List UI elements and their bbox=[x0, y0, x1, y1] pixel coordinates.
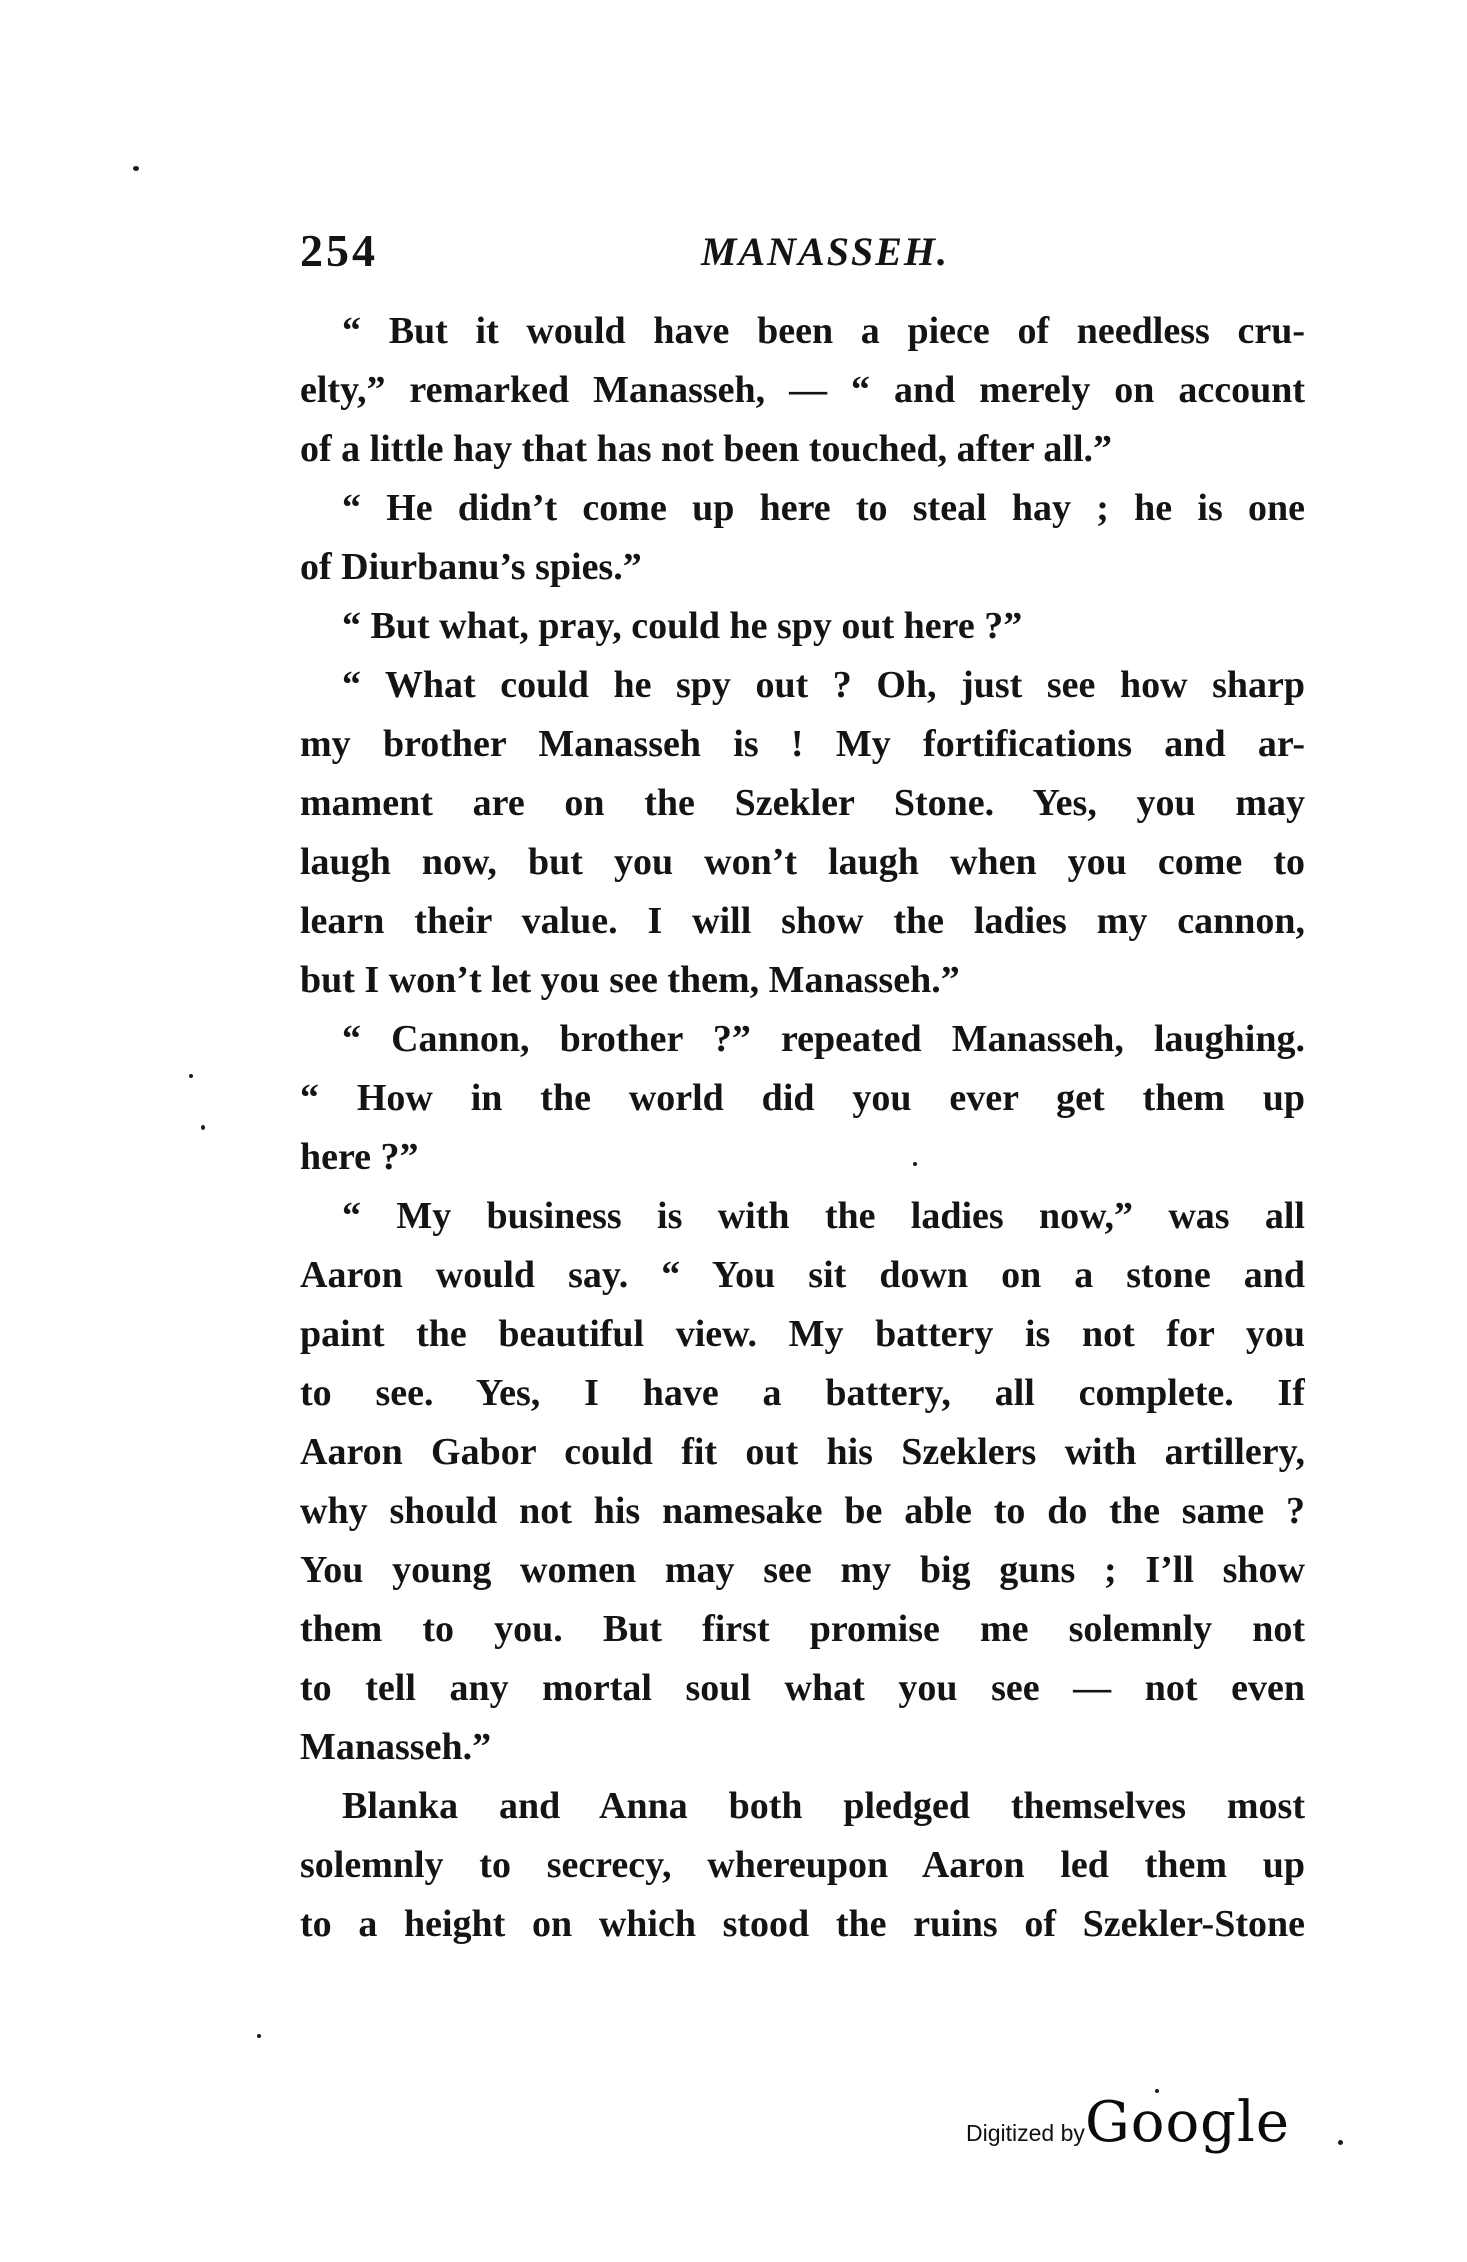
text-line: “ He didn’t come up here to steal hay ; he is one bbox=[342, 487, 1305, 529]
text-line: here ?” bbox=[300, 1136, 419, 1178]
text-line: to see. Yes, I have a battery, all complete. If bbox=[300, 1372, 1305, 1414]
text-line: to tell any mortal soul what you see — not even bbox=[300, 1667, 1305, 1709]
ink-speck bbox=[1338, 2140, 1343, 2145]
ink-speck bbox=[189, 1074, 193, 1078]
text-line: You young women may see my big guns ; I’ll show bbox=[300, 1549, 1305, 1591]
text-line: why should not his namesake be able to do the same ? bbox=[300, 1490, 1305, 1532]
ink-speck bbox=[201, 1125, 205, 1130]
text-line: “ Cannon, brother ?” repeated Manasseh, laughing. bbox=[342, 1018, 1305, 1060]
text-line: my brother Manasseh is ! My fortifications and ar- bbox=[300, 723, 1305, 765]
ink-speck bbox=[257, 2034, 261, 2038]
text-line: Manasseh.” bbox=[300, 1726, 492, 1768]
text-line: learn their value. I will show the ladies my cannon, bbox=[300, 900, 1305, 942]
text-line: “ But what, pray, could he spy out here ?” bbox=[342, 605, 1023, 647]
text-line: elty,” remarked Manasseh, — “ and merely on account bbox=[300, 369, 1305, 411]
text-line: “ How in the world did you ever get them up bbox=[300, 1077, 1305, 1119]
text-line: Aaron would say. “ You sit down on a stone and bbox=[300, 1254, 1305, 1296]
text-line: “ My business is with the ladies now,” was all bbox=[342, 1195, 1305, 1237]
body-text bbox=[300, 302, 1305, 1954]
text-line: to a height on which stood the ruins of Szekler-Stone bbox=[300, 1903, 1305, 1945]
text-line: laugh now, but you won’t laugh when you come to bbox=[300, 841, 1305, 883]
page-number: 254 bbox=[300, 225, 378, 276]
text-line: “ What could he spy out ? Oh, just see how sharp bbox=[342, 664, 1305, 706]
ink-speck bbox=[913, 1162, 917, 1166]
text-line: solemnly to secrecy, whereupon Aaron led them up bbox=[300, 1844, 1305, 1886]
text-line: of a little hay that has not been touched, after all.” bbox=[300, 428, 1113, 470]
text-line: mament are on the Szekler Stone. Yes, you may bbox=[300, 782, 1305, 824]
text-line: them to you. But first promise me solemnly not bbox=[300, 1608, 1305, 1650]
text-line: Blanka and Anna both pledged themselves most bbox=[342, 1785, 1305, 1827]
digitized-by-label: Digitized by bbox=[966, 2120, 1085, 2146]
running-head-title: MANASSEH. bbox=[700, 229, 950, 274]
google-logo: Google bbox=[1085, 2090, 1291, 2155]
text-line: Aaron Gabor could fit out his Szeklers with artillery, bbox=[300, 1431, 1305, 1473]
text-line: but I won’t let you see them, Manasseh.” bbox=[300, 959, 960, 1001]
ink-speck bbox=[133, 166, 139, 171]
text-line: of Diurbanu’s spies.” bbox=[300, 546, 642, 588]
text-line: paint the beautiful view. My battery is not for you bbox=[300, 1313, 1305, 1355]
text-line: “ But it would have been a piece of needless cru- bbox=[342, 310, 1305, 352]
